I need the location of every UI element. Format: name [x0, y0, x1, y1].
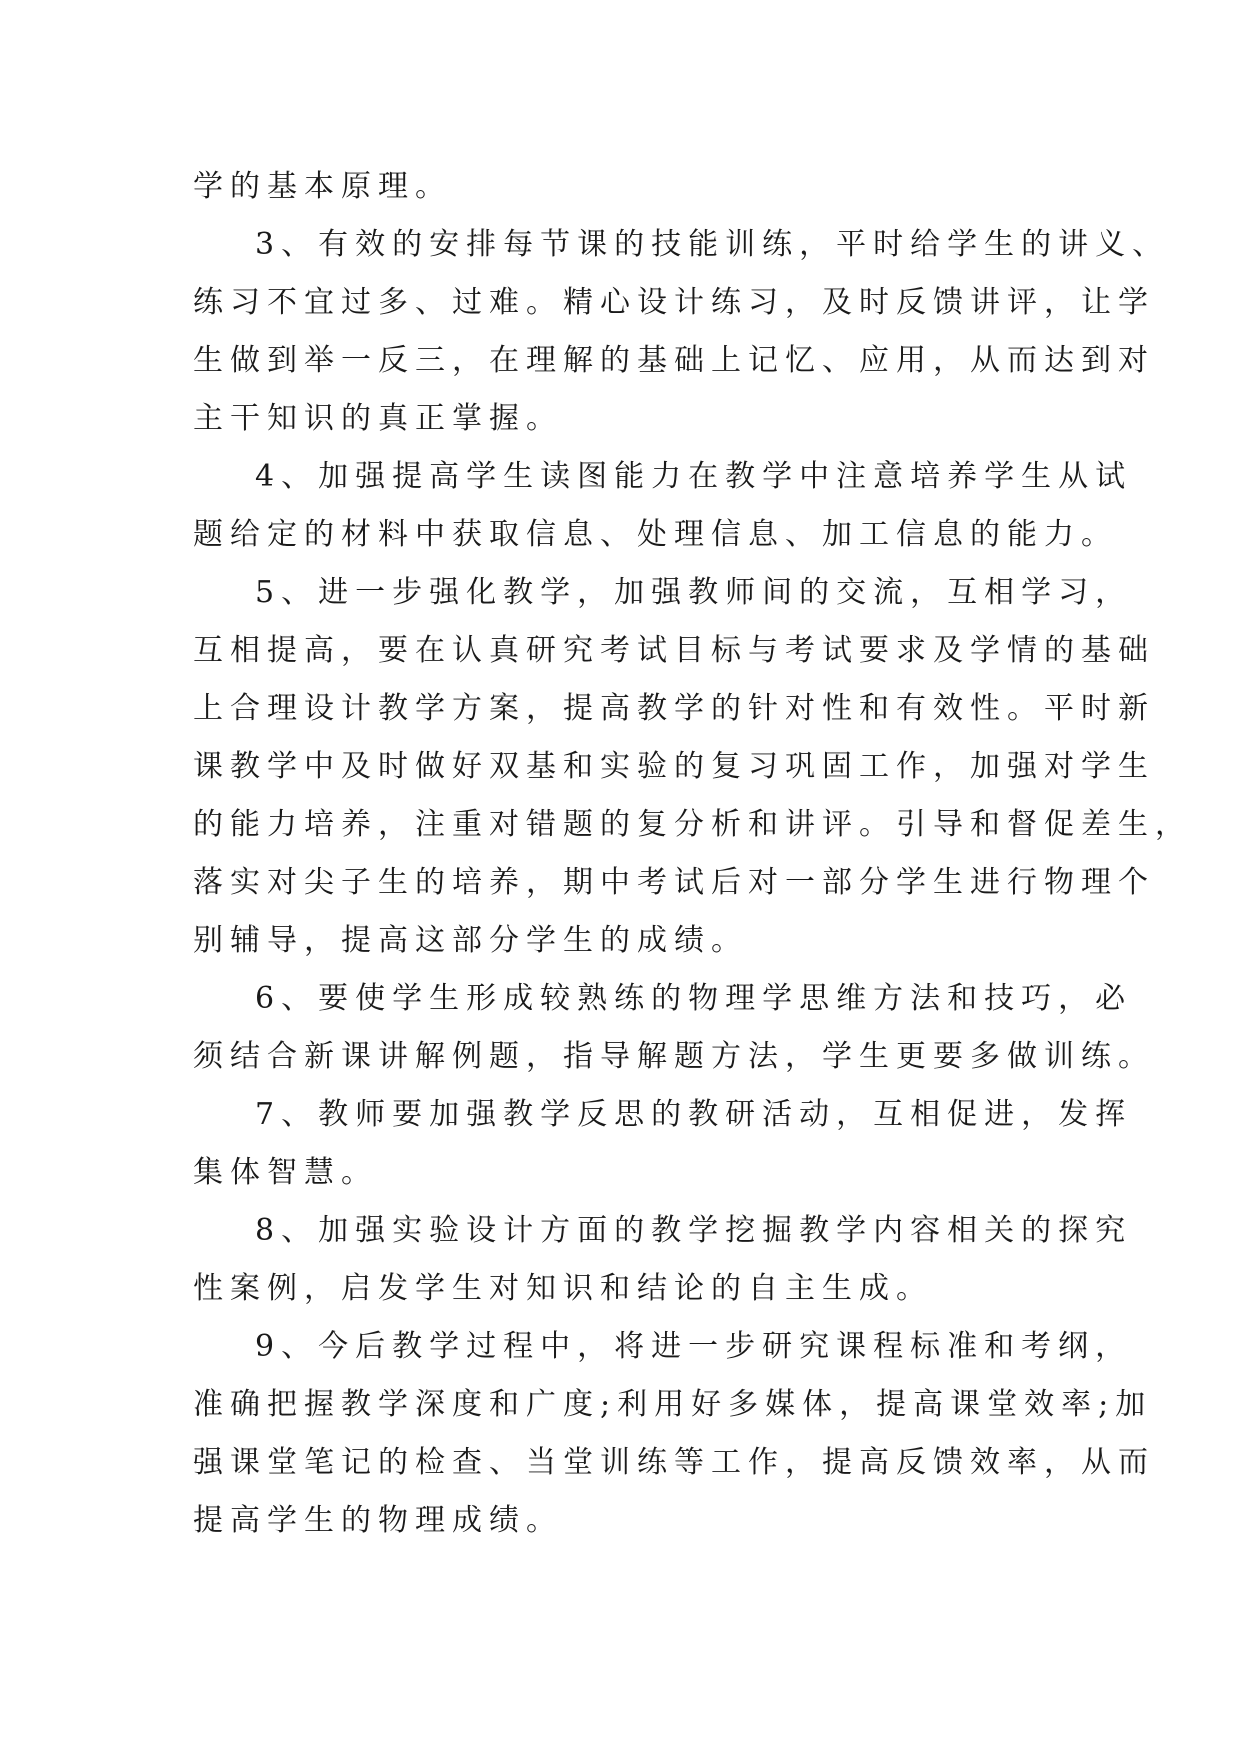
text-line: 3、有效的安排每节课的技能训练，平时给学生的讲义、 [255, 227, 1170, 262]
text-line: 主干知识的真正掌握。 [193, 401, 563, 436]
text-line: 学的基本原理。 [193, 169, 452, 204]
text-line: 性案例，启发学生对知识和结论的自主生成。 [193, 1271, 933, 1306]
text-line: 须结合新课讲解例题，指导解题方法，学生更要多做训练。 [193, 1039, 1155, 1074]
text-line: 互相提高，要在认真研究考试目标与考试要求及学情的基础 [193, 633, 1155, 668]
text-line: 7、教师要加强教学反思的教研活动，互相促进，发挥 [255, 1097, 1133, 1132]
text-line: 8、加强实验设计方面的教学挖掘教学内容相关的探究 [255, 1213, 1133, 1248]
text-line: 生做到举一反三，在理解的基础上记忆、应用，从而达到对 [193, 343, 1155, 378]
text-line: 6、要使学生形成较熟练的物理学思维方法和技巧，必 [255, 981, 1133, 1016]
text-line: 练习不宜过多、过难。精心设计练习，及时反馈讲评，让学 [193, 285, 1155, 320]
text-line: 题给定的材料中获取信息、处理信息、加工信息的能力。 [193, 517, 1118, 552]
text-line: 准确把握教学深度和广度;利用好多媒体，提高课堂效率;加 [193, 1387, 1153, 1422]
text-line: 课教学中及时做好双基和实验的复习巩固工作，加强对学生 [193, 749, 1155, 784]
document-body [193, 158, 1192, 1550]
text-line: 集体智慧。 [193, 1155, 378, 1190]
text-line: 落实对尖子生的培养，期中考试后对一部分学生进行物理个 [193, 865, 1155, 900]
text-line: 上合理设计教学方案，提高教学的针对性和有效性。平时新 [193, 691, 1155, 726]
text-line: 强课堂笔记的检查、当堂训练等工作，提高反馈效率，从而 [193, 1445, 1155, 1480]
text-line: 9、今后教学过程中，将进一步研究课程标准和考纲， [255, 1329, 1133, 1364]
text-line: 提高学生的物理成绩。 [193, 1503, 563, 1538]
text-line: 4、加强提高学生读图能力在教学中注意培养学生从试 [255, 459, 1133, 494]
text-line: 别辅导，提高这部分学生的成绩。 [193, 923, 748, 958]
text-line: 的能力培养，注重对错题的复分析和讲评。引导和督促差生， [193, 807, 1192, 842]
text-line: 5、进一步强化教学，加强教师间的交流，互相学习， [255, 575, 1133, 610]
